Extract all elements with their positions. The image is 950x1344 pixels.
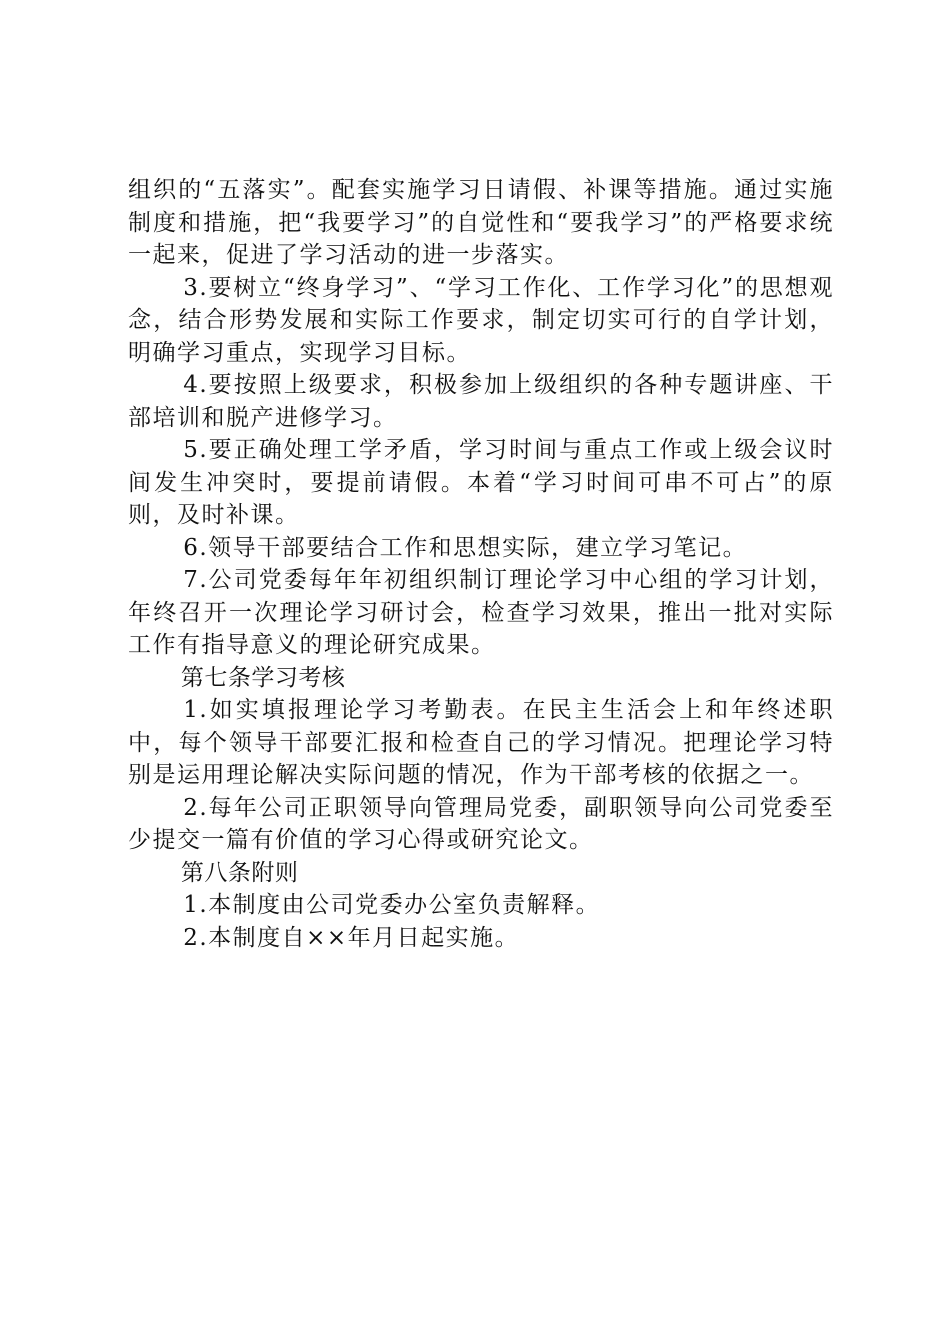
list-item-5: 5.要正确处理工学矛盾，学习时间与重点工作或上级会议时间发生冲突时，要提前请假。本着“学习时间可串不可占”的原则，及时补课。 bbox=[128, 437, 834, 528]
list-item-6: 6.领导干部要结合工作和思想实际，建立学习笔记。 bbox=[183, 534, 748, 561]
list-item-7-2: 2.每年公司正职领导向管理局党委，副职领导向公司党委至少提交一篇有价值的学习心得或研究论文。 bbox=[128, 794, 834, 853]
section-heading-article-7: 第七条学习考核 bbox=[180, 664, 346, 691]
list-item-8-2: 2.本制度自××年月日起实施。 bbox=[183, 924, 520, 951]
list-item-4: 4.要按照上级要求，积极参加上级组织的各种专题讲座、干部培训和脱产进修学习。 bbox=[128, 372, 834, 431]
document-body bbox=[128, 174, 834, 954]
paragraph-continuation: 组织的“五落实”。配套实施学习日请假、补课等措施。通过实施制度和措施，把“我要学习”的自觉性和“要我学习”的严格要求统一起来，促进了学习活动的进一步落实。 bbox=[128, 177, 834, 268]
list-item-3: 3.要树立“终身学习”、“学习工作化、工作学习化”的思想观念，结合形势发展和实际工作要求，制定切实可行的自学计划，明确学习重点，实现学习目标。 bbox=[128, 274, 834, 366]
list-item-7-1: 1.如实填报理论学习考勤表。在民主生活会上和年终述职中，每个领导干部要汇报和检查自己的学习情况。把理论学习特别是运用理论解决实际问题的情况，作为干部考核的依据之一。 bbox=[128, 697, 834, 788]
list-item-7: 7.公司党委每年年初组织制订理论学习中心组的学习计划，年终召开一次理论学习研讨会，检查学习效果，推出一批对实际工作有指导意义的理论研究成果。 bbox=[128, 567, 834, 658]
list-item-8-1: 1.本制度由公司党委办公室负责解释。 bbox=[183, 892, 601, 918]
section-heading-article-8: 第八条附则 bbox=[180, 859, 299, 886]
